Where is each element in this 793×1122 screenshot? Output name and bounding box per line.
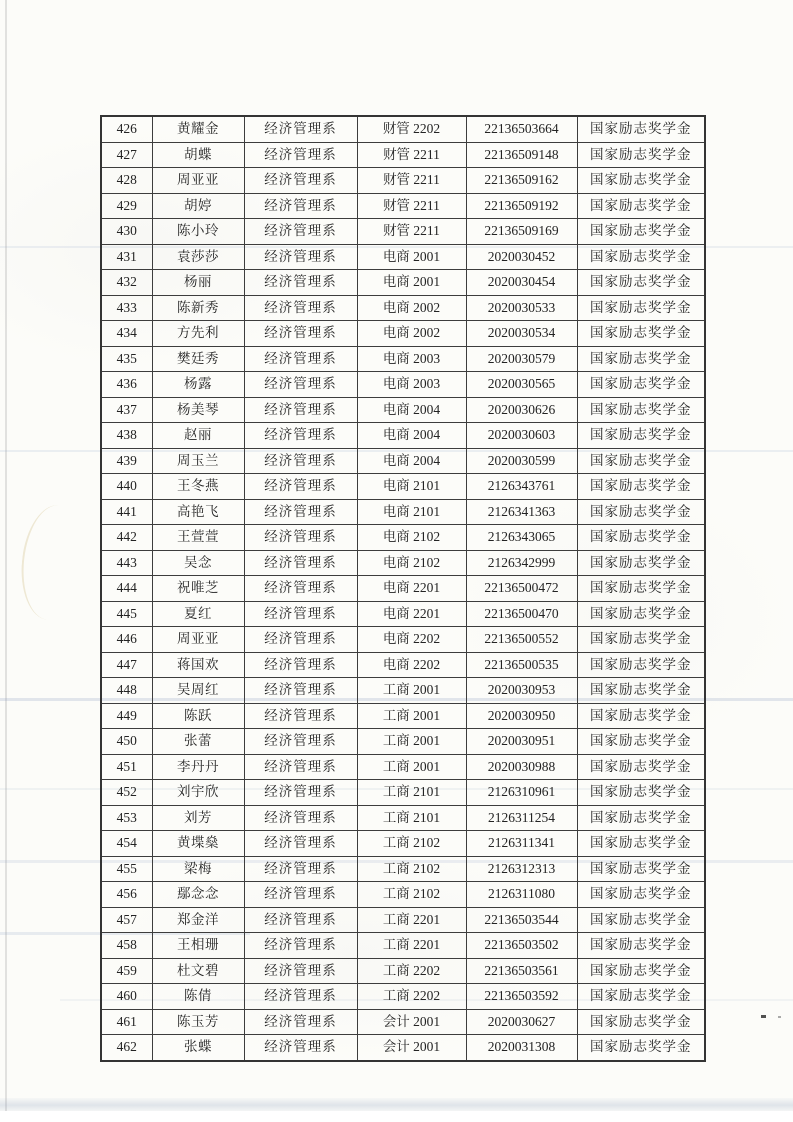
cell-serial: 453 bbox=[101, 805, 152, 831]
table-row bbox=[101, 142, 705, 168]
cell-name: 张蝶 bbox=[152, 1035, 244, 1061]
cell-student-id: 2126342999 bbox=[466, 550, 577, 576]
cell-name: 高艳飞 bbox=[152, 499, 244, 525]
cell-department: 经济管理系 bbox=[244, 907, 357, 933]
table-row bbox=[101, 219, 705, 245]
cell-name: 刘宇欣 bbox=[152, 780, 244, 806]
table-row bbox=[101, 627, 705, 653]
cell-award: 国家励志奖学金 bbox=[577, 244, 705, 270]
cell-department: 经济管理系 bbox=[244, 576, 357, 602]
table-body bbox=[101, 116, 705, 1061]
table-row bbox=[101, 372, 705, 398]
cell-department: 经济管理系 bbox=[244, 627, 357, 653]
table-row bbox=[101, 805, 705, 831]
table-row bbox=[101, 550, 705, 576]
table-row bbox=[101, 423, 705, 449]
cell-name: 陈小玲 bbox=[152, 219, 244, 245]
cell-student-id: 2020030452 bbox=[466, 244, 577, 270]
scan-curve-mark bbox=[16, 502, 90, 623]
cell-name: 杨丽 bbox=[152, 270, 244, 296]
cell-name: 周亚亚 bbox=[152, 627, 244, 653]
cell-student-id: 2020030599 bbox=[466, 448, 577, 474]
cell-award: 国家励志奖学金 bbox=[577, 168, 705, 194]
cell-name: 周亚亚 bbox=[152, 168, 244, 194]
cell-name: 祝唯芝 bbox=[152, 576, 244, 602]
cell-student-id: 2126311254 bbox=[466, 805, 577, 831]
cell-name: 陈跃 bbox=[152, 703, 244, 729]
cell-department: 经济管理系 bbox=[244, 958, 357, 984]
cell-class-name: 工商 2201 bbox=[357, 907, 466, 933]
cell-serial: 445 bbox=[101, 601, 152, 627]
cell-student-id: 2020030953 bbox=[466, 678, 577, 704]
cell-student-id: 2020030454 bbox=[466, 270, 577, 296]
table-row bbox=[101, 907, 705, 933]
cell-serial: 451 bbox=[101, 754, 152, 780]
cell-department: 经济管理系 bbox=[244, 321, 357, 347]
cell-class-name: 工商 2102 bbox=[357, 882, 466, 908]
ink-speck bbox=[761, 1015, 766, 1018]
cell-award: 国家励志奖学金 bbox=[577, 678, 705, 704]
cell-serial: 455 bbox=[101, 856, 152, 882]
table-row bbox=[101, 321, 705, 347]
cell-department: 经济管理系 bbox=[244, 805, 357, 831]
cell-student-id: 2126312313 bbox=[466, 856, 577, 882]
cell-class-name: 电商 2102 bbox=[357, 550, 466, 576]
cell-class-name: 会计 2001 bbox=[357, 1009, 466, 1035]
cell-award: 国家励志奖学金 bbox=[577, 397, 705, 423]
cell-name: 张蕾 bbox=[152, 729, 244, 755]
cell-student-id: 2020030627 bbox=[466, 1009, 577, 1035]
cell-serial: 431 bbox=[101, 244, 152, 270]
cell-department: 经济管理系 bbox=[244, 729, 357, 755]
cell-award: 国家励志奖学金 bbox=[577, 295, 705, 321]
table-row bbox=[101, 295, 705, 321]
cell-department: 经济管理系 bbox=[244, 219, 357, 245]
cell-department: 经济管理系 bbox=[244, 423, 357, 449]
cell-class-name: 电商 2001 bbox=[357, 244, 466, 270]
cell-student-id: 2020030603 bbox=[466, 423, 577, 449]
cell-award: 国家励志奖学金 bbox=[577, 270, 705, 296]
cell-name: 杨露 bbox=[152, 372, 244, 398]
cell-name: 黄堞燊 bbox=[152, 831, 244, 857]
table-row bbox=[101, 474, 705, 500]
cell-serial: 435 bbox=[101, 346, 152, 372]
table-row bbox=[101, 984, 705, 1010]
cell-class-name: 工商 2202 bbox=[357, 958, 466, 984]
table-row bbox=[101, 933, 705, 959]
cell-student-id: 22136500552 bbox=[466, 627, 577, 653]
cell-award: 国家励志奖学金 bbox=[577, 116, 705, 142]
cell-serial: 450 bbox=[101, 729, 152, 755]
table-row bbox=[101, 754, 705, 780]
cell-department: 经济管理系 bbox=[244, 244, 357, 270]
cell-award: 国家励志奖学金 bbox=[577, 831, 705, 857]
cell-award: 国家励志奖学金 bbox=[577, 142, 705, 168]
cell-department: 经济管理系 bbox=[244, 295, 357, 321]
cell-department: 经济管理系 bbox=[244, 142, 357, 168]
cell-name: 蒋国欢 bbox=[152, 652, 244, 678]
cell-serial: 441 bbox=[101, 499, 152, 525]
cell-class-name: 工商 2101 bbox=[357, 780, 466, 806]
cell-student-id: 2020031308 bbox=[466, 1035, 577, 1061]
cell-award: 国家励志奖学金 bbox=[577, 499, 705, 525]
cell-name: 夏红 bbox=[152, 601, 244, 627]
cell-name: 樊廷秀 bbox=[152, 346, 244, 372]
cell-class-name: 电商 2101 bbox=[357, 499, 466, 525]
table-row bbox=[101, 729, 705, 755]
cell-student-id: 2126310961 bbox=[466, 780, 577, 806]
cell-serial: 459 bbox=[101, 958, 152, 984]
cell-award: 国家励志奖学金 bbox=[577, 652, 705, 678]
cell-award: 国家励志奖学金 bbox=[577, 448, 705, 474]
cell-award: 国家励志奖学金 bbox=[577, 601, 705, 627]
cell-student-id: 22136500535 bbox=[466, 652, 577, 678]
cell-serial: 426 bbox=[101, 116, 152, 142]
cell-student-id: 2020030533 bbox=[466, 295, 577, 321]
table-row bbox=[101, 346, 705, 372]
cell-student-id: 22136503502 bbox=[466, 933, 577, 959]
cell-name: 王萱萱 bbox=[152, 525, 244, 551]
table-row bbox=[101, 678, 705, 704]
cell-class-name: 电商 2201 bbox=[357, 576, 466, 602]
cell-award: 国家励志奖学金 bbox=[577, 703, 705, 729]
cell-department: 经济管理系 bbox=[244, 601, 357, 627]
cell-student-id: 22136500472 bbox=[466, 576, 577, 602]
cell-name: 杜文碧 bbox=[152, 958, 244, 984]
table-row bbox=[101, 168, 705, 194]
cell-class-name: 工商 2201 bbox=[357, 933, 466, 959]
cell-serial: 442 bbox=[101, 525, 152, 551]
cell-name: 王相珊 bbox=[152, 933, 244, 959]
cell-student-id: 22136503561 bbox=[466, 958, 577, 984]
cell-name: 梁梅 bbox=[152, 856, 244, 882]
cell-class-name: 工商 2101 bbox=[357, 805, 466, 831]
table-row bbox=[101, 116, 705, 142]
scan-bottom-edge bbox=[0, 1111, 793, 1122]
cell-student-id: 2020030534 bbox=[466, 321, 577, 347]
cell-class-name: 电商 2003 bbox=[357, 346, 466, 372]
cell-student-id: 22136509192 bbox=[466, 193, 577, 219]
cell-serial: 437 bbox=[101, 397, 152, 423]
cell-award: 国家励志奖学金 bbox=[577, 729, 705, 755]
cell-award: 国家励志奖学金 bbox=[577, 984, 705, 1010]
cell-name: 袁莎莎 bbox=[152, 244, 244, 270]
cell-serial: 462 bbox=[101, 1035, 152, 1061]
scan-bottom-band bbox=[0, 1098, 793, 1111]
cell-department: 经济管理系 bbox=[244, 933, 357, 959]
cell-department: 经济管理系 bbox=[244, 780, 357, 806]
cell-student-id: 2126311080 bbox=[466, 882, 577, 908]
cell-serial: 440 bbox=[101, 474, 152, 500]
cell-award: 国家励志奖学金 bbox=[577, 882, 705, 908]
table-row bbox=[101, 601, 705, 627]
cell-serial: 447 bbox=[101, 652, 152, 678]
cell-department: 经济管理系 bbox=[244, 984, 357, 1010]
cell-serial: 432 bbox=[101, 270, 152, 296]
cell-name: 胡蝶 bbox=[152, 142, 244, 168]
cell-student-id: 2126341363 bbox=[466, 499, 577, 525]
cell-serial: 446 bbox=[101, 627, 152, 653]
table-row bbox=[101, 193, 705, 219]
cell-award: 国家励志奖学金 bbox=[577, 907, 705, 933]
cell-serial: 443 bbox=[101, 550, 152, 576]
cell-class-name: 电商 2004 bbox=[357, 397, 466, 423]
scan-edge-line bbox=[5, 0, 7, 1122]
scholarship-table bbox=[100, 115, 706, 1062]
cell-award: 国家励志奖学金 bbox=[577, 193, 705, 219]
cell-student-id: 2020030565 bbox=[466, 372, 577, 398]
cell-student-id: 2020030951 bbox=[466, 729, 577, 755]
table-row bbox=[101, 1009, 705, 1035]
cell-name: 鄢念念 bbox=[152, 882, 244, 908]
table-row bbox=[101, 576, 705, 602]
cell-name: 陈玉芳 bbox=[152, 1009, 244, 1035]
cell-name: 陈新秀 bbox=[152, 295, 244, 321]
cell-serial: 436 bbox=[101, 372, 152, 398]
cell-name: 陈倩 bbox=[152, 984, 244, 1010]
cell-serial: 434 bbox=[101, 321, 152, 347]
cell-department: 经济管理系 bbox=[244, 448, 357, 474]
cell-award: 国家励志奖学金 bbox=[577, 372, 705, 398]
cell-class-name: 电商 2102 bbox=[357, 525, 466, 551]
cell-award: 国家励志奖学金 bbox=[577, 856, 705, 882]
cell-name: 赵丽 bbox=[152, 423, 244, 449]
cell-department: 经济管理系 bbox=[244, 270, 357, 296]
table-row bbox=[101, 499, 705, 525]
cell-class-name: 工商 2001 bbox=[357, 678, 466, 704]
cell-department: 经济管理系 bbox=[244, 831, 357, 857]
cell-serial: 448 bbox=[101, 678, 152, 704]
table-row bbox=[101, 525, 705, 551]
cell-name: 周玉兰 bbox=[152, 448, 244, 474]
cell-department: 经济管理系 bbox=[244, 550, 357, 576]
cell-award: 国家励志奖学金 bbox=[577, 576, 705, 602]
cell-name: 方先利 bbox=[152, 321, 244, 347]
cell-name: 王冬燕 bbox=[152, 474, 244, 500]
cell-student-id: 22136509162 bbox=[466, 168, 577, 194]
cell-student-id: 2020030988 bbox=[466, 754, 577, 780]
cell-award: 国家励志奖学金 bbox=[577, 958, 705, 984]
cell-award: 国家励志奖学金 bbox=[577, 933, 705, 959]
cell-student-id: 22136509169 bbox=[466, 219, 577, 245]
cell-department: 经济管理系 bbox=[244, 116, 357, 142]
table-row bbox=[101, 397, 705, 423]
cell-class-name: 工商 2102 bbox=[357, 856, 466, 882]
cell-award: 国家励志奖学金 bbox=[577, 550, 705, 576]
cell-serial: 433 bbox=[101, 295, 152, 321]
cell-department: 经济管理系 bbox=[244, 499, 357, 525]
cell-award: 国家励志奖学金 bbox=[577, 219, 705, 245]
cell-student-id: 22136503664 bbox=[466, 116, 577, 142]
cell-award: 国家励志奖学金 bbox=[577, 1035, 705, 1061]
cell-class-name: 工商 2202 bbox=[357, 984, 466, 1010]
cell-serial: 454 bbox=[101, 831, 152, 857]
cell-student-id: 22136503592 bbox=[466, 984, 577, 1010]
cell-award: 国家励志奖学金 bbox=[577, 1009, 705, 1035]
cell-class-name: 电商 2002 bbox=[357, 295, 466, 321]
cell-student-id: 2126311341 bbox=[466, 831, 577, 857]
cell-serial: 439 bbox=[101, 448, 152, 474]
cell-award: 国家励志奖学金 bbox=[577, 474, 705, 500]
cell-department: 经济管理系 bbox=[244, 397, 357, 423]
cell-class-name: 电商 2002 bbox=[357, 321, 466, 347]
cell-serial: 444 bbox=[101, 576, 152, 602]
cell-name: 胡婷 bbox=[152, 193, 244, 219]
cell-name: 吴周红 bbox=[152, 678, 244, 704]
table-row bbox=[101, 882, 705, 908]
table-row bbox=[101, 270, 705, 296]
cell-department: 经济管理系 bbox=[244, 678, 357, 704]
cell-class-name: 工商 2102 bbox=[357, 831, 466, 857]
cell-class-name: 工商 2001 bbox=[357, 754, 466, 780]
cell-class-name: 电商 2101 bbox=[357, 474, 466, 500]
cell-serial: 449 bbox=[101, 703, 152, 729]
cell-department: 经济管理系 bbox=[244, 372, 357, 398]
table-row bbox=[101, 958, 705, 984]
table-row bbox=[101, 831, 705, 857]
cell-department: 经济管理系 bbox=[244, 1009, 357, 1035]
cell-name: 杨美琴 bbox=[152, 397, 244, 423]
cell-serial: 430 bbox=[101, 219, 152, 245]
table-row bbox=[101, 1035, 705, 1061]
cell-department: 经济管理系 bbox=[244, 193, 357, 219]
cell-student-id: 2020030579 bbox=[466, 346, 577, 372]
cell-department: 经济管理系 bbox=[244, 703, 357, 729]
cell-award: 国家励志奖学金 bbox=[577, 780, 705, 806]
cell-class-name: 电商 2201 bbox=[357, 601, 466, 627]
cell-award: 国家励志奖学金 bbox=[577, 754, 705, 780]
cell-department: 经济管理系 bbox=[244, 1035, 357, 1061]
cell-student-id: 22136500470 bbox=[466, 601, 577, 627]
cell-class-name: 财管 2202 bbox=[357, 116, 466, 142]
cell-class-name: 工商 2001 bbox=[357, 729, 466, 755]
cell-student-id: 22136509148 bbox=[466, 142, 577, 168]
cell-department: 经济管理系 bbox=[244, 754, 357, 780]
cell-department: 经济管理系 bbox=[244, 474, 357, 500]
cell-serial: 460 bbox=[101, 984, 152, 1010]
cell-name: 吴念 bbox=[152, 550, 244, 576]
cell-class-name: 会计 2001 bbox=[357, 1035, 466, 1061]
ink-speck bbox=[778, 1016, 781, 1018]
cell-serial: 452 bbox=[101, 780, 152, 806]
table-row bbox=[101, 856, 705, 882]
table-row bbox=[101, 448, 705, 474]
table-row bbox=[101, 244, 705, 270]
cell-class-name: 电商 2004 bbox=[357, 423, 466, 449]
cell-serial: 428 bbox=[101, 168, 152, 194]
table-row bbox=[101, 703, 705, 729]
cell-award: 国家励志奖学金 bbox=[577, 321, 705, 347]
cell-student-id: 2020030626 bbox=[466, 397, 577, 423]
cell-award: 国家励志奖学金 bbox=[577, 346, 705, 372]
cell-serial: 438 bbox=[101, 423, 152, 449]
cell-award: 国家励志奖学金 bbox=[577, 423, 705, 449]
cell-award: 国家励志奖学金 bbox=[577, 627, 705, 653]
cell-class-name: 电商 2202 bbox=[357, 627, 466, 653]
cell-department: 经济管理系 bbox=[244, 652, 357, 678]
cell-serial: 457 bbox=[101, 907, 152, 933]
cell-department: 经济管理系 bbox=[244, 168, 357, 194]
cell-student-id: 2126343065 bbox=[466, 525, 577, 551]
cell-department: 经济管理系 bbox=[244, 346, 357, 372]
cell-class-name: 工商 2001 bbox=[357, 703, 466, 729]
cell-student-id: 2020030950 bbox=[466, 703, 577, 729]
cell-department: 经济管理系 bbox=[244, 856, 357, 882]
cell-serial: 456 bbox=[101, 882, 152, 908]
cell-name: 李丹丹 bbox=[152, 754, 244, 780]
cell-class-name: 财管 2211 bbox=[357, 219, 466, 245]
cell-department: 经济管理系 bbox=[244, 525, 357, 551]
cell-class-name: 电商 2004 bbox=[357, 448, 466, 474]
cell-serial: 461 bbox=[101, 1009, 152, 1035]
cell-serial: 429 bbox=[101, 193, 152, 219]
cell-class-name: 电商 2001 bbox=[357, 270, 466, 296]
cell-name: 刘芳 bbox=[152, 805, 244, 831]
cell-class-name: 电商 2202 bbox=[357, 652, 466, 678]
table-row bbox=[101, 652, 705, 678]
cell-student-id: 22136503544 bbox=[466, 907, 577, 933]
table-row bbox=[101, 780, 705, 806]
cell-class-name: 电商 2003 bbox=[357, 372, 466, 398]
cell-department: 经济管理系 bbox=[244, 882, 357, 908]
cell-award: 国家励志奖学金 bbox=[577, 525, 705, 551]
cell-class-name: 财管 2211 bbox=[357, 193, 466, 219]
cell-class-name: 财管 2211 bbox=[357, 142, 466, 168]
cell-class-name: 财管 2211 bbox=[357, 168, 466, 194]
cell-name: 郑金洋 bbox=[152, 907, 244, 933]
cell-award: 国家励志奖学金 bbox=[577, 805, 705, 831]
cell-student-id: 2126343761 bbox=[466, 474, 577, 500]
cell-serial: 427 bbox=[101, 142, 152, 168]
cell-serial: 458 bbox=[101, 933, 152, 959]
cell-name: 黄耀金 bbox=[152, 116, 244, 142]
